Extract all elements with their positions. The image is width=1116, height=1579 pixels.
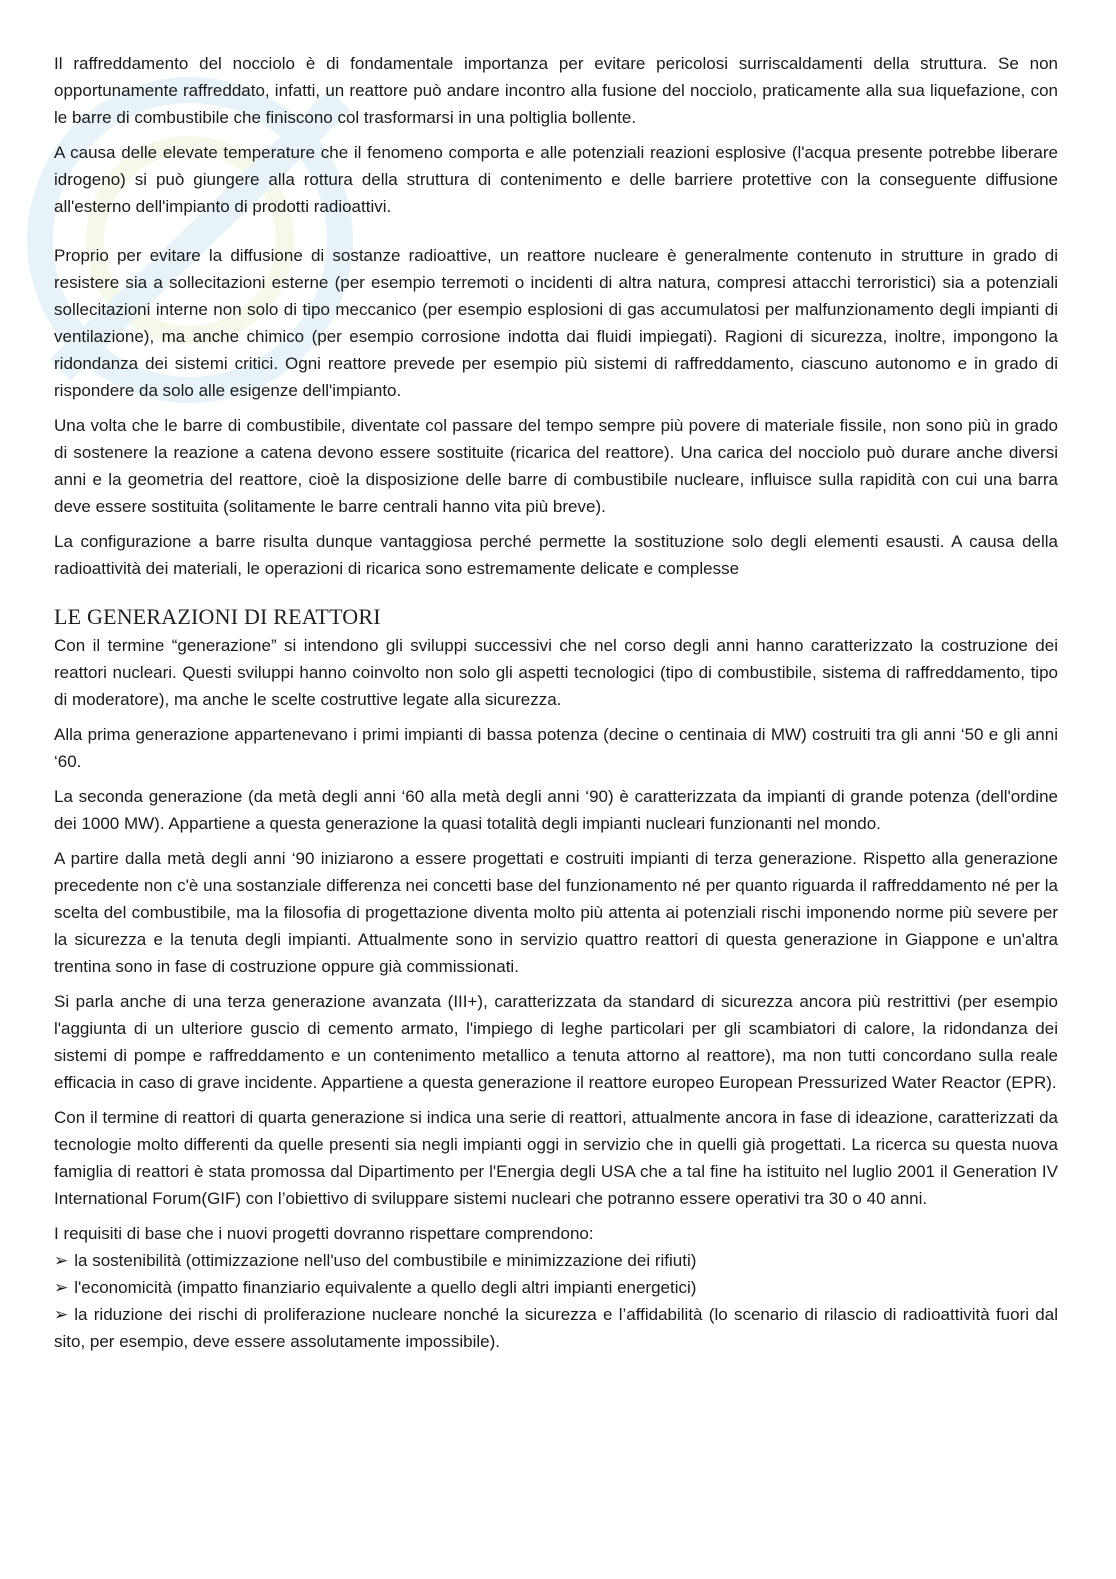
arrow-bullet-icon: ➢ [54,1305,69,1324]
document-page [54,50,1058,1355]
paragraph-core-cooling: Il raffreddamento del nocciolo è di fondamentale importanza per evitare pericolosi surriscaldamenti della struttura. Se non opportunamente raffreddato, infatti, un reattore può andare incontro alla fusione del nocciolo, praticamente alla sua liquefazione, con le barre di combustibile che finiscono col trasformarsi in una poltiglia bollente. [54,54,1058,127]
list-item [54,1274,1058,1301]
section-heading: LE GENERAZIONI DI REATTORI [54,604,381,629]
paragraph-containment: Proprio per evitare la diffusione di sostanze radioattive, un reattore nucleare è generalmente contenuto in strutture in grado di resistere sia a sollecitazioni esterne (per esempio terremoti o incidenti di altra natura, compresi attacchi terroristici) sia a potenziali sollecitazioni interne non solo di tipo meccanico (per esempio esplosioni di gas accumulatosi per malfunzionamento degli impianti di ventilazione), ma anche chimico (per esempio corrosione indotta dai fluidi impiegati). Ragioni di sicurezza, inoltre, impongono la ridondanza dei sistemi critici. Ogni reattore prevede per esempio più sistemi di raffreddamento, ciascuno autonomo e in grado di rispondere da solo alle esigenze dell'impianto. [54,246,1058,400]
requirement-text: l'economicità (impatto finanziario equivalente a quello degli altri impianti energetici) [74,1278,697,1297]
list-item [54,1301,1058,1355]
arrow-bullet-icon: ➢ [54,1278,69,1297]
arrow-bullet-icon: ➢ [54,1251,69,1270]
paragraph-refueling: Una volta che le barre di combustibile, diventate col passare del tempo sempre più povere di materiale fissile, non sono più in grado di sostenere la reazione a catena devono essere sostituite (ricarica del reattore). Una carica del nocciolo può durare anche diversi anni e la geometria del reattore, cioè la disposizione delle barre di combustibile nucleare, influisce sulla rapidità con cui una barra deve essere sostituita (solitamente le barre centrali hanno vita più breve). [54,416,1058,516]
paragraph-generation-definition: Con il termine “generazione” si intendono gli sviluppi successivi che nel corso degli anni hanno caratterizzato la costruzione dei reattori nucleari. Questi sviluppi hanno coinvolto non solo gli aspetti tecnologici (tipo di combustibile, sistema di raffreddamento, tipo di moderatore), ma anche le scelte costruttive legate alla sicurezza. [54,636,1058,709]
paragraph-explosion-risk: A causa delle elevate temperature che il fenomeno comporta e alle potenziali reazioni esplosive (l'acqua presente potrebbe liberare idrogeno) si può giungere alla rottura della struttura di contenimento e delle barriere protettive con la conseguente diffusione all'esterno dell'impianto di prodotti radioattivi. [54,143,1058,216]
paragraph-rod-configuration: La configurazione a barre risulta dunque vantaggiosa perché permette la sostituzione solo degli elementi esausti. A causa della radioattività dei materiali, le operazioni di ricarica sono estremamente delicate e complesse [54,532,1058,578]
requirement-text: la sostenibilità (ottimizzazione nell'uso del combustibile e minimizzazione dei rifiuti) [74,1251,697,1270]
paragraph-second-generation: La seconda generazione (da metà degli anni ‘60 alla metà degli anni ‘90) è caratterizzata da impianti di grande potenza (dell'ordine dei 1000 MW). Appartiene a questa generazione la quasi totalità degli impianti nucleari funzionanti nel mondo. [54,787,1058,833]
paragraph-first-generation: Alla prima generazione appartenevano i primi impianti di bassa potenza (decine o centinaia di MW) costruiti tra gli anni ‘50 e gli anni ‘60. [54,725,1058,771]
paragraph-third-generation: A partire dalla metà degli anni ‘90 iniziarono a essere progettati e costruiti impianti di terza generazione. Rispetto alla generazione precedente non c'è una sostanziale differenza nei concetti base del funzionamento né per quanto riguarda il raffreddamento né per la scelta del combustibile, ma la filosofia di progettazione diventa molto più attenta ai potenziali rischi imponendo norme più severe per la sicurezza e la tenuta degli impianti. Attualmente sono in servizio quattro reattori di questa generazione in Giappone e un'altra trentina sono in fase di costruzione oppure già commissionati. [54,849,1058,976]
requirement-text: la riduzione dei rischi di proliferazione nucleare nonché la sicurezza e l’affidabilità (lo scenario di rilascio di radioattività fuori dal sito, per esempio, deve essere assolutamente impossibile). [54,1305,1058,1351]
paragraph-fourth-generation: Con il termine di reattori di quarta generazione si indica una serie di reattori, attualmente ancora in fase di ideazione, caratterizzati da tecnologie molto differenti da quelle presenti sia negli impianti oggi in servizio che in quelli già progettati. La ricerca su questa nuova famiglia di reattori è stata promossa dal Dipartimento per l'Energia degli USA che a tal fine ha istituito nel luglio 2001 il Generation IV International Forum(GIF) con l’obiettivo di sviluppare sistemi nucleari che potranno essere operativi tra 30 o 40 anni. [54,1108,1058,1208]
paragraph-third-plus-generation: Si parla anche di una terza generazione avanzata (III+), caratterizzata da standard di sicurezza ancora più restrittivi (per esempio l'aggiunta di un ulteriore guscio di cemento armato, l'impiego di leghe particolari per gli scambiatori di calore, la ridondanza dei sistemi di pompe e raffreddamento e un contenimento metallico a tenuta attorno al reattore), ma non tutti concordano sulla reale efficacia in caso di grave incidente. Appartiene a questa generazione il reattore europeo European Pressurized Water Reactor (EPR). [54,992,1058,1092]
list-item [54,1247,1058,1274]
requirements-list [54,1247,1058,1355]
requirements-intro: I requisiti di base che i nuovi progetti dovranno rispettare comprendono: [54,1224,594,1243]
